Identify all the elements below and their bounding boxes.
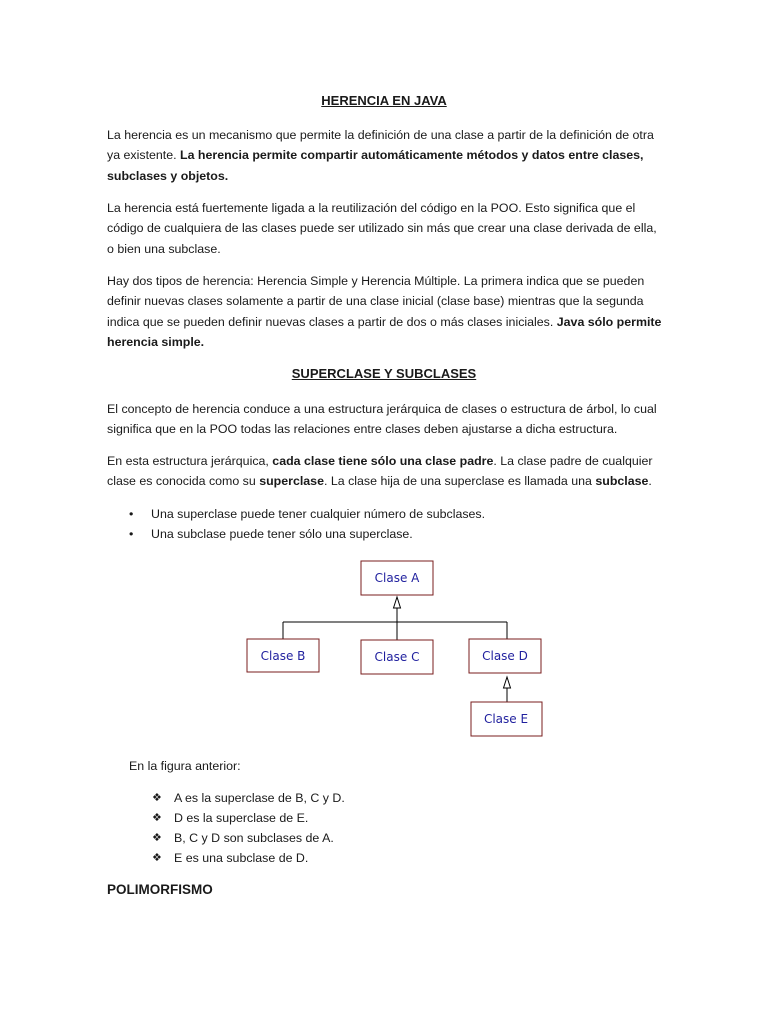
diamond-bullet-icon: ❖ [152,792,162,804]
diamond-bullet-icon: ❖ [152,832,162,844]
section-subtitle: SUPERCLASE Y SUBCLASES [291,366,477,381]
paragraph-types-bold: Java sólo permite herencia simple. [107,314,662,349]
diamond-bullet-icon: ❖ [152,852,162,864]
class-label-a: Clase A [374,571,420,585]
paragraph-reuse: La herencia está fuertemente ligada a la reutilización del código en la POO. Esto significa que el código de cualquiera de las clases puede ser utilizado sin más que crear una clase derivada de ella, o bien una subclase. [107,201,657,256]
bullet-text: Una superclase puede tener cualquier número de subclases. [151,507,486,521]
figure-intro: En la figura anterior: [129,759,241,773]
page-title: HERENCIA EN JAVA [321,93,447,108]
bullet-text: Una subclase puede tener sólo una superclase. [151,527,413,541]
paragraph-hierarchy: El concepto de herencia conduce a una estructura jerárquica de clases o estructura de árbol, lo cual significa que en la POO todas las relaciones entre clases deben ajustarse a dicha estructura. [107,402,657,437]
inheritance-arrow-icon [504,677,511,688]
p5-e: . La clase hija de una superclase es llamada una [323,474,596,489]
paragraph-intro-bold: La herencia permite compartir automáticamente métodos y datos entre clases, subclases y objetos. [107,148,644,183]
bullet-dot-icon: • [129,527,134,541]
p5-c: . La clase padre de cualquier clase es conocida como su [107,454,653,489]
class-label-b: Clase B [260,649,306,663]
figure-point-text: A es la superclase de B, C y D. [174,791,345,805]
class-label-e: Clase E [483,712,529,726]
p5-a: En esta estructura jerárquica, [107,454,273,468]
paragraph-types-text: Hay dos tipos de herencia: Herencia Simple y Herencia Múltiple. La primera indica que se pueden definir nuevas clases solamente a partir de una clase inicial (clase base) mientras que la segunda indica que se pueden definir nuevas clases a partir de dos o más clases iniciales. [107,274,645,329]
figure-point-text: E es una subclase de D. [174,851,309,865]
p5-f: subclase [595,474,649,489]
bullet-dot-icon: • [129,507,134,521]
class-label-d: Clase D [482,649,528,663]
figure-point-text: B, C y D son subclases de A. [174,831,334,845]
diamond-bullet-icon: ❖ [152,812,162,824]
section-heading: POLIMORFISMO [107,882,213,897]
figure-point-text: D es la superclase de E. [174,811,309,825]
p5-g: . [648,474,652,489]
paragraph-intro-text: La herencia es un mecanismo que permite la definición de una clase a partir de la definición de otra ya existente. [107,128,654,163]
class-label-c: Clase C [374,650,420,664]
p5-b: cada clase tiene sólo una clase padre [272,454,494,468]
inheritance-arrow-icon [394,597,401,608]
p5-d: superclase [259,474,324,489]
